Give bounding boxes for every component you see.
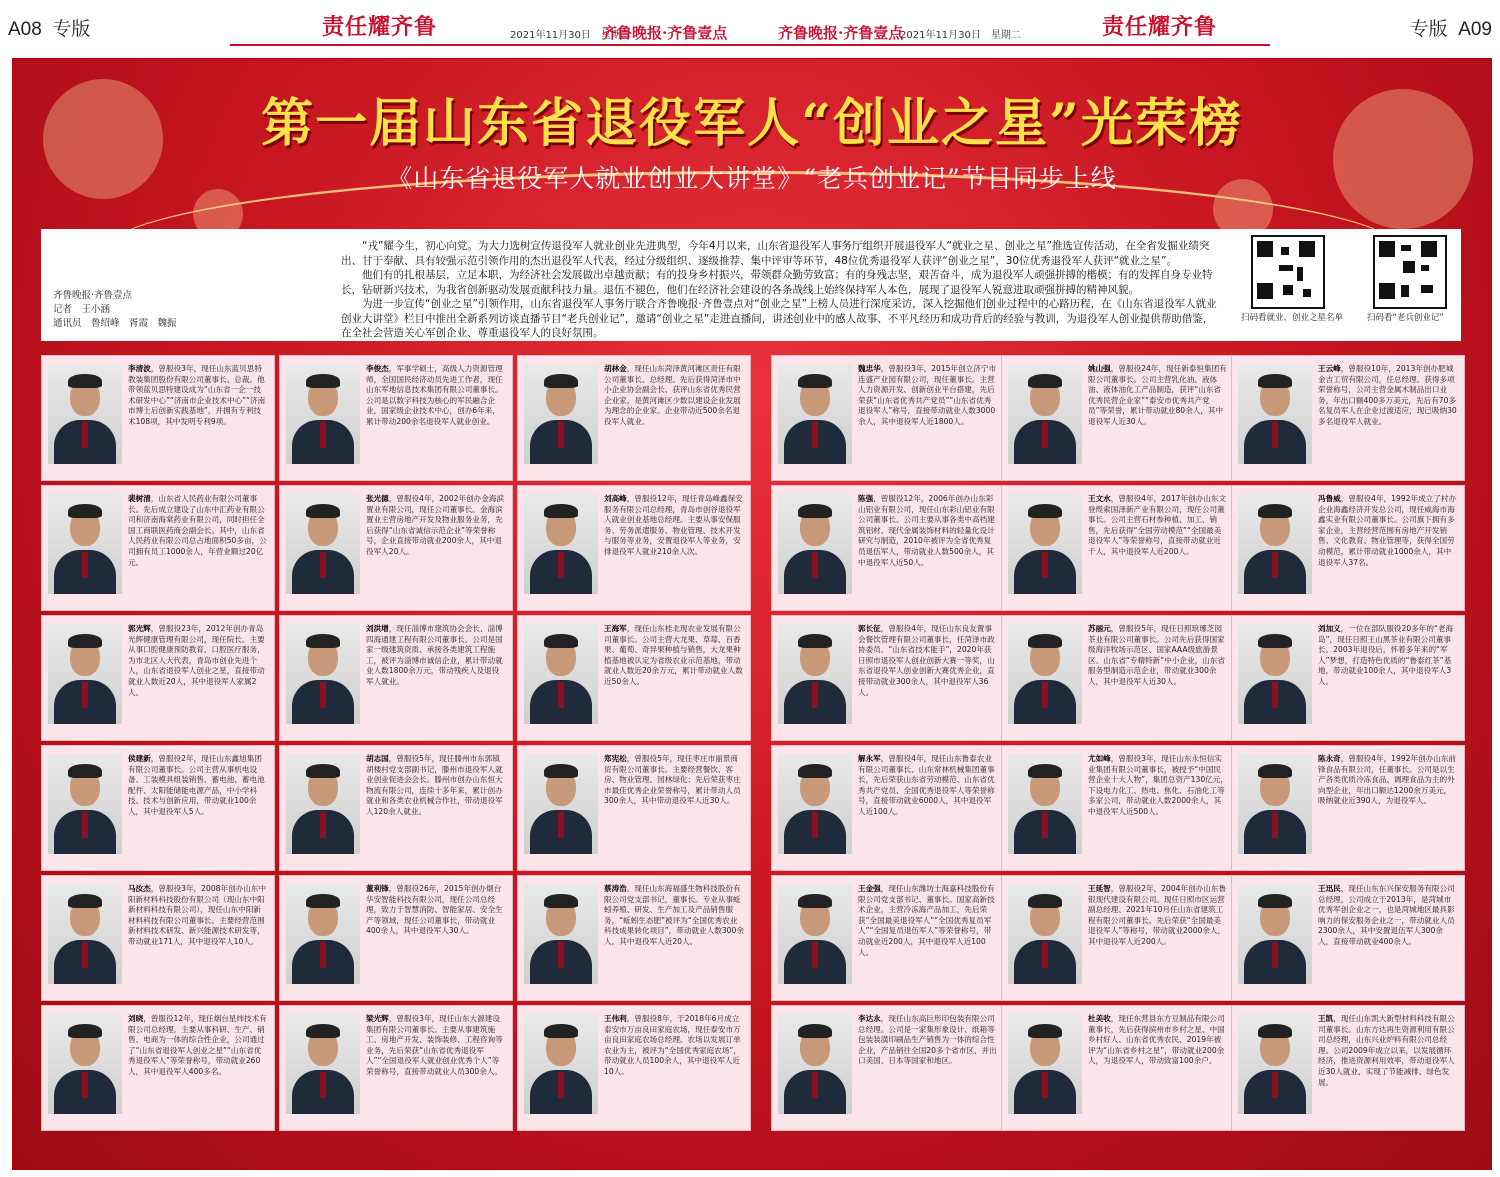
profile-card: [771, 1005, 1005, 1131]
profile-name: 魏忠华: [858, 364, 881, 373]
profile-text: ，曾服役12年，2006年创办山东彩山铝业有限公司，现任山东彩山铝业有限公司董事长。公司主要从事各类中高档建筑铝材、现代金属装饰材料的轻量化设计研究与制造，2010年被评为全省优秀复员退伍军人，带动就业人数500余人，其中退役军人近50人。: [858, 494, 995, 567]
profile-card: [1001, 1005, 1235, 1131]
intro-paragraph: “戎”耀今生，初心向党。为大力选树宣传退役军人就业创业先进典型，今年4月以来，山东省退役军人事务厅组织开展退役军人“就业之星、创业之星”推选宣传活动，在全省发掘业绩突出、甘于奉献、具有较强示范引领作用的杰出退役军人代表，经过分级组织、逐级推荐、集中评审等环节，48位优秀退役军人获评“创业之星”，30位优秀退役军人获评“就业之星”。: [341, 240, 1210, 267]
portrait-photo: [1008, 624, 1082, 724]
profile-bio: [858, 884, 998, 994]
profile-name: 王海军: [604, 624, 627, 633]
profile-name: 刘晓: [128, 1014, 144, 1023]
portrait-photo: [1008, 754, 1082, 854]
profile-bio: [1318, 754, 1458, 864]
profile-name: 王云峰: [1318, 364, 1341, 373]
profile-card: [1231, 615, 1465, 741]
portrait-photo: [1238, 364, 1312, 464]
profile-name: 张光德: [366, 494, 389, 503]
byline-correspondents: 通讯员 鲁绍峰 胥霞 魏振: [53, 318, 177, 329]
profile-text: ，现任山东东兴保安服务有限公司总经理，公司成立于2013年，是菏城市优秀军创企业之一，也是菏城地区最具影响力的保安服务企业之一，带动就业人员2300余人，其中安置退伍军人300余人，直接带动就业400余人。: [1318, 884, 1455, 946]
portrait-photo: [778, 624, 852, 724]
paper-name-right: 齐鲁晚报·齐鲁壹点: [778, 24, 904, 42]
profile-name: 李俊杰: [366, 364, 389, 373]
profile-name: 王文水: [1088, 494, 1111, 503]
profile-bio: [366, 884, 506, 994]
profile-text: ，曾服役3年，2008年创办山东中阳新材料科技股份有限公司（现山东中阳新材料科技有限公司），现任山东中阳新材料科技有限公司董事长。主要经营范围新材料技术研发、新兴能源技术研发等，带动就业171人，其中退役军人10人。: [128, 884, 267, 946]
poster-title: 第一届山东省退役军人“创业之星”光荣榜: [261, 93, 1243, 154]
profile-text: ，现任东营县东方豆制品有限公司董事长，先后获得滨州市乡村之星、中国乡村好人、山东省优秀农民、2019年被评为“山东省乡村之星”，带动就业200余人，为退役军人，带动致富100余户。: [1088, 1014, 1225, 1066]
profile-card: [517, 875, 751, 1001]
profile-card: [41, 745, 275, 871]
profile-text: ，现任山东高巨形印包装有限公司总经理。公司是一家集形象设计、纸箱等包装装潢印刷品生产销售为一体的综合性企业，产品销往全国20多个省市区，并出口美国、日本等国家和地区。: [858, 1014, 997, 1066]
profile-text: ，现任山东潍坊士海嘉科技股份有限公司党支部书记、董事长。国家高新技术企业，主营冷冻海产品加工，先后荣获“全国最美退役军人”“全国优秀复员军人”“全国复员退伍军人”等荣誉称号，带动就业近200人，其中退役军人近100人。: [858, 884, 995, 957]
profile-bio: [366, 364, 506, 474]
profile-text: ，曾服役12年，现任青岛峰鑫保安服务有限公司总经理，青岛市创谷退役军人就业创业基地总经理。主要从事安保服务、劳务派遣服务、物业管理、技术开发与服务等业务，安置退役军人等业务，安排退役军人就业210余人次。: [604, 494, 743, 556]
profile-name: 苏丽元: [1088, 624, 1111, 633]
portrait-photo: [1008, 884, 1082, 984]
profile-name: 解永军: [858, 754, 881, 763]
intro-paragraph: 为进一步宣传“创业之星”引领作用，山东省退役军人事务厅联合齐鲁晚报·齐鲁壹点对“创业之星”上榜人员进行深度采访，深入挖掘他们创业过程中的心路历程，在《山东省退役军人就业创业大讲堂》栏目中推出全新系列访谈直播节目“老兵创业记”，邀请“创业之星”走进直播间，讲述创业中的感人故事、不平凡经历和成功背后的经验与教训，为退役军人创业提供帮助借鉴，在全社会营造关心军创企业、尊重退役军人的良好氛围。: [341, 298, 1217, 339]
profile-bio: [128, 1014, 268, 1124]
profile-name: 王延智: [1088, 884, 1111, 893]
profile-text: ，现任山东海福盛生物科技股份有限公司党支部书记，董事长。专业从事蚯蚓养殖、研发、生产加工及产品销售服务，“蚯蚓生态肥”被评为“全国优秀农业科技成果转化项目”，带动就业人数300余人，其中退役军人近20人。: [604, 884, 744, 946]
profile-bio: [1088, 754, 1228, 864]
portrait-photo: [1238, 1014, 1312, 1114]
profile-bio: [604, 494, 744, 604]
profile-name: 姚山强: [1088, 364, 1111, 373]
profile-card: [517, 615, 751, 741]
profile-bio: [858, 754, 998, 864]
profile-bio: [366, 754, 506, 864]
portrait-photo: [524, 754, 598, 854]
profile-bio: [1318, 624, 1458, 734]
profile-name: 杜美收: [1088, 1014, 1111, 1023]
profile-card: [279, 355, 513, 481]
portrait-photo: [48, 754, 122, 854]
profile-text: ，曾服役4年，现任山东鲁泰农业有限公司董事长、山东常林机械集团董事长，先后荣获山东省劳动模范、山东省优秀共产党员、全国优秀退役军人等荣誉称号，直接带动就业6000人，其中退役军人近100人。: [858, 754, 995, 816]
profile-bio: [1088, 1014, 1228, 1124]
header-rule: [230, 44, 1270, 46]
honor-roll-poster: [12, 58, 1492, 1170]
profile-bio: [604, 624, 744, 734]
profile-name: 马汝杰: [128, 884, 151, 893]
profile-card: [517, 355, 751, 481]
intro-paragraph: 他们有的扎根基层，立足本职，为经济社会发展做出卓越贡献；有的投身乡村振兴，带领群众勤劳致富；有的身残志坚，艰苦奋斗，成为退役军人顽强拼搏的楷模；有的发挥自身专业特长，钻研新兴技术，为我省创新驱动发展贡献科技力量。退伍不褪色，他们在经济社会建设的各条战线上始终保持军人本色，展现了退役军人锐意进取顽强拼搏的精神风貌。: [341, 269, 1213, 296]
profile-bio: [128, 624, 268, 734]
profile-text: ，曾服役8年，于2018年6月成立泰安市万亩良田家庭农场，现任泰安市万亩良田家庭农场总经理。农场以发展订单农业为主，被评为“全国优秀家庭农场”，带动就业人员100余人，其中退役军人近10人。: [604, 1014, 741, 1076]
portrait-photo: [48, 494, 122, 594]
brand-slogan-right: 责任耀齐鲁: [1102, 14, 1218, 40]
intro-box: [41, 229, 1461, 341]
byline-paper: 齐鲁晚报·齐鲁壹点: [53, 290, 133, 301]
profile-text: ，曾服役5年，现任滕州市东郭镇胡楼村党支部副书记，滕州市退役军人就业创业促进会会长。滕州市创办山东恒大物流有限公司，连续十多年来，累计创办就业和各类农业机械合作社，带动退役军人120余人就业。: [366, 754, 503, 816]
profile-name: 王迅民: [1318, 884, 1341, 893]
profile-card: [771, 485, 1005, 611]
profile-text: ，现任山东桂北现农业发展有限公司董事长。公司主营大龙果、草莓、百香果、葡萄、奇异果种植与销售，大龙果种植基地被认定为省级农业示范基地，带动就业人数近20余万元，累计带动就业人数近50余人。: [604, 624, 743, 686]
profile-bio: [858, 364, 998, 474]
profile-card: [1001, 485, 1235, 611]
intro-text: [341, 239, 1221, 341]
profile-text: ，军事学硕士，高级人力资源管理师，全国国民经济动员先进工作者，现任山东军地信息技术集团有限公司董事长。公司是以数字科技为核心的军民融合企业，国家级企业技术中心，创办6年来，累计带动200余名退役军人就业创业。: [366, 364, 503, 426]
profile-card: [1231, 485, 1465, 611]
portrait-photo: [1238, 754, 1312, 854]
profile-name: 王伟利: [604, 1014, 627, 1023]
portrait-photo: [286, 624, 360, 724]
profile-card: [41, 485, 275, 611]
profile-bio: [604, 884, 744, 994]
profile-name: 董利锋: [366, 884, 389, 893]
profile-text: ，曾服役4年，2017年创办山东文登缆索国泽新产业有限公司，现任公司董事长。公司主营石材参种植、加工、销售，先后获得“全国劳动模范”“全国最美退役军人”等荣誉称号，直接带动就业近千人，其中退役军人近200人。: [1088, 494, 1227, 556]
profile-text: ，曾服役24年，现任新泰恒集团有限公司董事长。公司主营乳化油、液体油、液体油化工产品制造，获评“山东省优秀民营企业家”“泰安市优秀共产党员”等荣誉，累计带动就业80余人，其中退役军人近30人。: [1088, 364, 1227, 426]
profile-text: ，曾服役2年，现任山东鑫旭集团有限公司董事长。公司主营从事机电设备、工装模具组装销售、蓄电池、蓄电池配件、太阳能储能电源产品，中小学科技、技术与创新应用，带动就业100余人，其中退役军人5人。: [128, 754, 265, 816]
portrait-photo: [48, 624, 122, 724]
profile-bio: [1318, 494, 1458, 604]
portrait-photo: [524, 624, 598, 724]
profile-card: [771, 355, 1005, 481]
profile-card: [517, 745, 751, 871]
profile-card: [279, 485, 513, 611]
profile-bio: [1318, 884, 1458, 994]
profile-card: [41, 875, 275, 1001]
profile-bio: [1088, 364, 1228, 474]
profile-name: 刘洪增: [366, 624, 389, 633]
portrait-photo: [286, 494, 360, 594]
profile-bio: [604, 754, 744, 864]
portrait-photo: [778, 754, 852, 854]
profile-card: [41, 615, 275, 741]
profile-bio: [1088, 494, 1228, 604]
portrait-photo: [778, 494, 852, 594]
paper-name-left: 齐鲁晚报·齐鲁壹点: [602, 24, 728, 42]
portrait-photo: [1238, 624, 1312, 724]
profile-text: ，曾服役4年，1992年创办山东前锋食品有限公司，任董事长。公司是以生产各类优质冷冻食品、调理食品为主的外向型企业，年出口额达1200余万美元，吸纳就业近390人，为退役军人。: [1318, 754, 1457, 806]
portrait-photo: [48, 1014, 122, 1114]
profile-text: ，曾服役23年，2012年创办青岛光辉健康管理有限公司，现任院长。主要从事口腔健康预防教育、口腔医疗服务，为市北区人大代表，青岛市创业先进个人，山东省退役军人创业之星，直接带动就业人数近20人，其中退役军人家属2人。: [128, 624, 265, 697]
profile-bio: [604, 1014, 744, 1124]
profile-card: [279, 1005, 513, 1131]
profile-bio: [128, 754, 268, 864]
profile-text: ，曾服役3年，现任山东大源建设集团有限公司董事长。主要从事建筑施工、房地产开发、装饰装修、工程咨询等业务，先后荣获“山东省优秀退役军人”“全国退役军人就业创业优秀个人”等荣誉称号，直接带动就业人员300余人。: [366, 1014, 503, 1076]
profile-card: [517, 1005, 751, 1131]
profile-name: 蔡涛浩: [604, 884, 627, 893]
page-number-left: A08 专版: [8, 19, 91, 40]
profile-text: ，山东省人民药业有限公司董事长。先后成立建设了山东中汇药业有限公司和济南海棠药业有限公司，同时担任全国工商联医药商会副会长。其中，山东省人民药业有限公司总占地面积50多亩，公司拥有员工1000余人，年营业额过20亿元。: [128, 494, 267, 567]
portrait-photo: [286, 754, 360, 854]
profile-text: ，现任山东凯大新型材料科技有限公司董事长。山东方达再生资源利用有限公司总经理，山东兴业炉料有限公司总经理。公司2009年成立以来，以发展循环经济，推进资源利用效率，带动退役军人近30人就业，实现了节能减排、绿色发展。: [1318, 1014, 1455, 1087]
profile-text: ，曾服役3年，2015年创立济宁市连盛产业园有限公司，现任董事长。主营人力资源开发、创新创业平台搭建，先后荣获“山东省优秀共产党员”“山东省优秀退役军人”称号，直接带动就业人数3000余人，其中退役军人近1800人。: [858, 364, 997, 426]
profile-text: ，曾服役4年，2002年创办金海滨置业有限公司，现任公司董事长。金海滨置业主营房地产开发及物业服务业务，先后获得“山东省诚信示范企业”等荣誉称号，企业直接带动就业200余人，其中退役军人20人。: [366, 494, 505, 556]
profile-text: ，曾服役12年，现任烟台星纬技术有限公司总经理。主要从事科研、生产、销售、电商为一体的综合性企业，公司通过了“山东省退役军人创业之星”“山东省优秀退役军人”等荣誉称号，带动就业260人，其中退役军人400多名。: [128, 1014, 267, 1076]
profile-name: 陈永奇: [1318, 754, 1341, 763]
portrait-photo: [1238, 884, 1312, 984]
profile-bio: [858, 624, 998, 734]
profile-text: ，现任山东菏泽黄河滩区责任有限公司董事长、总经理。先后获得菏泽市中小企业协会副会长、获评山东省优秀民营企业家，是黄河滩区少数以建设企业发展为理念的企业家。企业带动近500余名退役军人就业。: [604, 364, 741, 426]
profile-text: ，曾服役3年，现任山东蓝贝思特教装集团股份有限公司董事长、总裁。他带领蓝贝思特建设成为“山东省一企一技术研发中心”“济南市企业技术中心”“济南市博士后创新实践基地”，并拥有专利技术108项，其中发明专利9项。: [128, 364, 266, 426]
profile-text: ，曾服役3年，现任山东永恒信实业集团有限公司董事长，被授予“中国民营企业十大人物”，集团总资产130亿元，下设电力化工、热电、焦化、石油化工等多家公司，带动就业人数2000余人，其中退役军人近500人。: [1088, 754, 1228, 816]
portrait-photo: [1238, 494, 1312, 594]
profile-text: ，曾服役4年，现任山东良友置事会餐饮管理有限公司董事长，任菏泽市政协委员。“山东省技术能手”，2020年获日照市退役军人创业创新大赛一等奖，山东省退役军人创业创新大赛优秀企业，直接带动就业300余人，其中退役军人36人。: [858, 624, 995, 697]
profile-name: 李达永: [858, 1014, 881, 1023]
profile-name: 梁光辉: [366, 1014, 389, 1023]
profile-name: 王凯: [1318, 1014, 1334, 1023]
profile-card: [279, 615, 513, 741]
profile-card: [517, 485, 751, 611]
profile-bio: [128, 364, 268, 474]
profile-card: [1231, 745, 1465, 871]
profile-bio: [1088, 884, 1228, 994]
qr-code-stars-list[interactable]: [1251, 235, 1325, 309]
date-right: 2021年11月30日 星期二: [900, 30, 1021, 41]
profile-bio: [1318, 1014, 1458, 1124]
portrait-photo: [524, 1014, 598, 1114]
profile-name: 胡林金: [604, 364, 627, 373]
profile-bio: [858, 1014, 998, 1124]
qr-code-veteran-show[interactable]: [1373, 235, 1447, 309]
profile-name: 王金强: [858, 884, 881, 893]
portrait-photo: [778, 884, 852, 984]
portrait-photo: [524, 364, 598, 464]
profile-card: [771, 875, 1005, 1001]
portrait-photo: [1008, 1014, 1082, 1114]
profile-name: 刘加义: [1318, 624, 1341, 633]
profile-card: [279, 745, 513, 871]
profile-card: [41, 355, 275, 481]
profile-bio: [366, 624, 506, 734]
profile-text: ，现任淄博市建筑协会会长、淄博四海通建工程有限公司董事长。公司是国家一级建筑资质、承接各类建筑工程施工，被评为淄博市诚信企业，累计带动就业人数1800余万元，带动残疾人及退役军人就业。: [366, 624, 503, 686]
profile-card: [1231, 355, 1465, 481]
qr-label-veteran-show: 扫码看“老兵创业记”: [1367, 313, 1444, 323]
date-left: 2021年11月30日 星期二: [510, 30, 631, 41]
profile-bio: [604, 364, 744, 474]
poster-subtitle: 《山东省退役军人就业创业大讲堂》“老兵创业记”节目同步上线: [387, 164, 1117, 193]
stars-grid: [41, 355, 1463, 1153]
profile-card: [1001, 355, 1235, 481]
portrait-photo: [48, 884, 122, 984]
portrait-photo: [286, 1014, 360, 1114]
profile-text: ，曾服役5年，现任枣庄市丽景商贸有限公司董事长。主要经营餐饮、客房、物业管理、园林绿化；先后荣获枣庄市最佳优秀企业荣誉称号，累计带动人员300余人，其中带动退役军人近30人。: [604, 754, 741, 806]
profile-card: [771, 745, 1005, 871]
byline: [53, 289, 177, 331]
profile-text: ，曾服役4年，1992年成立了村办企业海鑫经济开发总公司，现任威海市海鑫实业有限公司董事长。公司旗下拥有多家企业，主营经营范围有房地产开发销售、文化教育、物业管理等，获得全国劳动模范，累计带动就业1000余人，其中退役军人37名。: [1318, 494, 1457, 567]
profile-bio: [858, 494, 998, 604]
profile-text: ，曾服役10年，2013年创办肥城金吉工贸有限公司，任总经理。获得多项荣誉称号，公司主营金属木制品出口业务，年出口额400多万美元，先后有70多名复员军人在企业过渡适应，现已吸纳30多名退役军人就业。: [1318, 364, 1457, 426]
portrait-photo: [48, 364, 122, 464]
portrait-photo: [286, 364, 360, 464]
profile-card: [1231, 875, 1465, 1001]
profile-name: 李清波: [128, 364, 151, 373]
qr-label-stars-list: 扫码看就业、创业之星名单: [1241, 313, 1344, 323]
newspaper-header: [0, 0, 1500, 56]
profile-bio: [128, 494, 268, 604]
portrait-photo: [286, 884, 360, 984]
portrait-photo: [1008, 494, 1082, 594]
profile-bio: [366, 494, 506, 604]
page-number-right: 专版 A09: [1409, 19, 1492, 40]
portrait-photo: [524, 884, 598, 984]
profile-name: 裴树清: [128, 494, 151, 503]
byline-reporter: 记者 王小涵: [53, 304, 111, 315]
profile-card: [1001, 745, 1235, 871]
profile-card: [41, 1005, 275, 1131]
profile-text: ，曾服役2年，2004年创办山东鲁银现代建设有限公司。现任日照市区运营副总经理、2021年10月任山东省建筑工程有限公司董事长。先后荣获“全国最美退役军人”等称号，带动就业2000余人，其中退役军人近200人。: [1088, 884, 1227, 946]
profile-card: [1001, 615, 1235, 741]
brand-slogan-left: 责任耀齐鲁: [322, 14, 438, 40]
profile-bio: [1318, 364, 1458, 474]
profile-card: [279, 875, 513, 1001]
profile-card: [1231, 1005, 1465, 1131]
portrait-photo: [1008, 364, 1082, 464]
profile-bio: [1088, 624, 1228, 734]
profile-card: [1001, 875, 1235, 1001]
profile-text: ，曾服役26年，2015年创办烟台华安智能科技有限公司，现任公司总经理，致力于智慧消防、智能家居、安全生产等领域，现任公司董事长，带动就业400余人，其中退役军人30人。: [366, 884, 503, 936]
profile-name: 冯鲁威: [1318, 494, 1341, 503]
profile-name: 胡志国: [366, 754, 389, 763]
profile-name: 侯建新: [128, 754, 151, 763]
profile-name: 郑宪松: [604, 754, 627, 763]
portrait-photo: [778, 1014, 852, 1114]
profile-card: [771, 615, 1005, 741]
profile-name: 陈强: [858, 494, 874, 503]
portrait-photo: [524, 494, 598, 594]
profile-name: 郭长征: [858, 624, 881, 633]
profile-name: 尤如峰: [1088, 754, 1111, 763]
profile-text: ，曾服役5年，现任日照琅琊芝园茶业有限公司董事长。公司先后获得国家级海洋牧场示范区、国家AAA级旅游景区、山东省“专精特新”中小企业，山东省服务型制造示范企业，带动就业300余人，其中退役军人近30人。: [1088, 624, 1225, 686]
profile-name: 刘高峰: [604, 494, 627, 503]
profile-text: ，一位在部队服役20多年的“老海岛”，现任日照王山黑茶业有限公司董事长。2003年退役后，怀着多年来的“军人”梦想，打造特色优质的“鲁泰红茶”基地，带动就业100余人，其中退役军人3人。: [1318, 624, 1454, 686]
profile-bio: [128, 884, 268, 994]
profile-bio: [366, 1014, 506, 1124]
portrait-photo: [778, 364, 852, 464]
profile-name: 郭光辉: [128, 624, 151, 633]
